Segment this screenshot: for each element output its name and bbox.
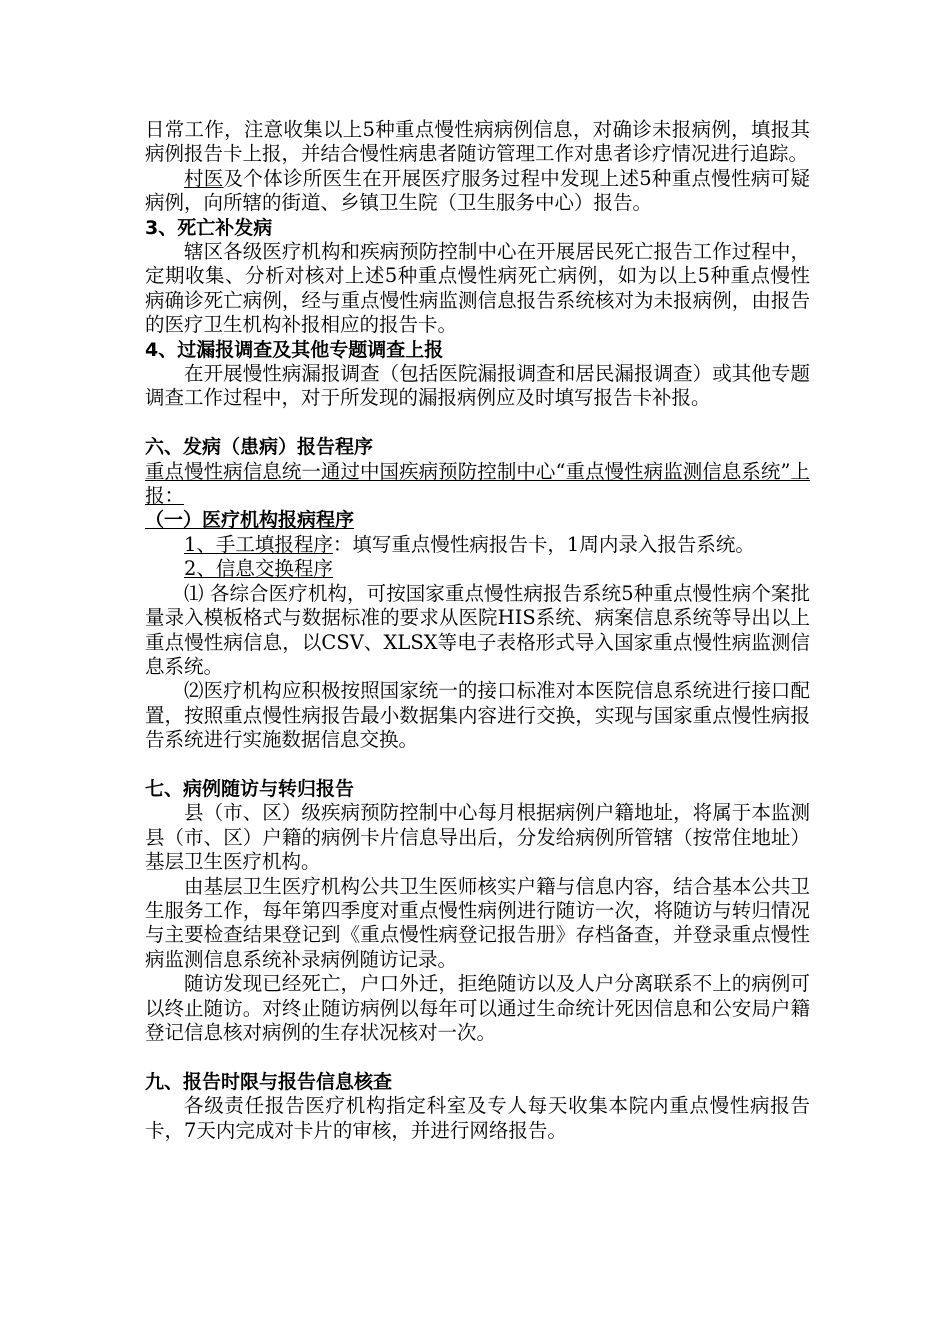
document-page (145, 118, 810, 1143)
heading-death-supplement: 3、死亡补发病 (145, 216, 273, 239)
manual-entry-label: 1、手工填报程序 (184, 532, 333, 556)
item-manual-entry (145, 533, 810, 557)
paragraph-report-system-intro: 重点慢性病信息统一通过中国疾病预防控制中心“重点慢性病监测信息系统”上报： (145, 459, 810, 508)
paragraph-village-doctor (145, 167, 810, 216)
blank-line (145, 411, 810, 435)
village-doctor-text: 及个体诊所医生在开展医疗服务过程中发现上述5种重点慢性病可疑病例，向所辖的街道、乡镇卫生院（卫生服务中心）报告。 (145, 166, 810, 215)
paragraph-daily-work: 日常工作，注意收集以上5种重点慢性病病例信息，对确诊未报病例，填报其病例报告卡上报，并结合慢性病患者随访管理工作对患者诊疗情况进行追踪。 (145, 118, 810, 166)
paragraph-missed-report-survey: 在开展慢性病漏报调查（包括医院漏报调查和居民漏报调查）或其他专题调查工作过程中，对于所发现的漏报病例应及时填写报告卡补报。 (145, 362, 810, 410)
info-exchange-label: 2、信息交换程序 (184, 557, 333, 581)
blank-line (145, 1045, 810, 1069)
paragraph-followup-termination: 随访发现已经死亡，户口外迁，拒绝随访以及人户分离联系不上的病例可以终止随访。对终止随访病例以每年可以通过生命统计死因信息和公安局户籍登记信息核对病例的生存状况核对一次。 (145, 972, 810, 1044)
manual-entry-text: ：填写重点慢性病报告卡，1周内录入报告系统。 (332, 532, 755, 556)
paragraph-followup-distribution: 县（市、区）级疾病预防控制中心每月根据病例户籍地址，将属于本监测县（市、区）户籍的病例卡片信息导出后，分发给病例所管辖（按常住地址）基层卫生医疗机构。 (145, 801, 810, 874)
paragraph-death-supplement: 辖区各级医疗机构和疾病预防控制中心在开展居民死亡报告工作过程中，定期收集、分析对核对上述5种重点慢性病死亡病例，如为以上5种重点慢性病确诊死亡病例，经与重点慢性病监测信息报告系统核对为未报病例，由报告的医疗卫生机构补报相应的报告卡。 (145, 240, 810, 337)
paragraph-report-deadline: 各级责任报告医疗机构指定科室及专人每天收集本院内重点慢性病报告卡，7天内完成对卡片的审核，并进行网络报告。 (145, 1094, 810, 1142)
heading-report-procedure: 六、发病（患病）报告程序 (145, 436, 374, 459)
village-doctor-term: 村医 (184, 166, 224, 190)
heading-report-deadline: 九、报告时限与报告信息核查 (145, 1070, 393, 1093)
paragraph-exchange-batch-import: ⑴ 各综合医疗机构，可按国家重点慢性病报告系统5种重点慢性病个案批量录入模板格式与数据标准的要求从医院HIS系统、病案信息系统等导出以上重点慢性病信息，以CSV、XLSX等电子表格形式导入国家重点慢性病监测信息系统。 (145, 581, 810, 678)
heading-missed-report-survey: 4、过漏报调查及其他专题调查上报 (145, 338, 444, 361)
item-info-exchange (145, 557, 810, 581)
heading-followup-outcome: 七、病例随访与转归报告 (145, 777, 355, 800)
paragraph-exchange-interface: ⑵医疗机构应积极按照国家统一的接口标准对本医院信息系统进行接口配置，按照重点慢性病报告最小数据集内容进行交换，实现与国家重点慢性病报告系统进行实施数据信息交换。 (145, 679, 810, 752)
heading-medical-institution-procedure: （一）医疗机构报病程序 (145, 509, 355, 532)
paragraph-followup-verification: 由基层卫生医疗机构公共卫生医师核实户籍与信息内容，结合基本公共卫生服务工作，每年第四季度对重点慢性病例进行随访一次，将随访与转归情况与主要检查结果登记到《重点慢性病登记报告册》存档备查，并登录重点慢性病监测信息系统补录病例随访记录。 (145, 874, 810, 971)
blank-line (145, 753, 810, 777)
